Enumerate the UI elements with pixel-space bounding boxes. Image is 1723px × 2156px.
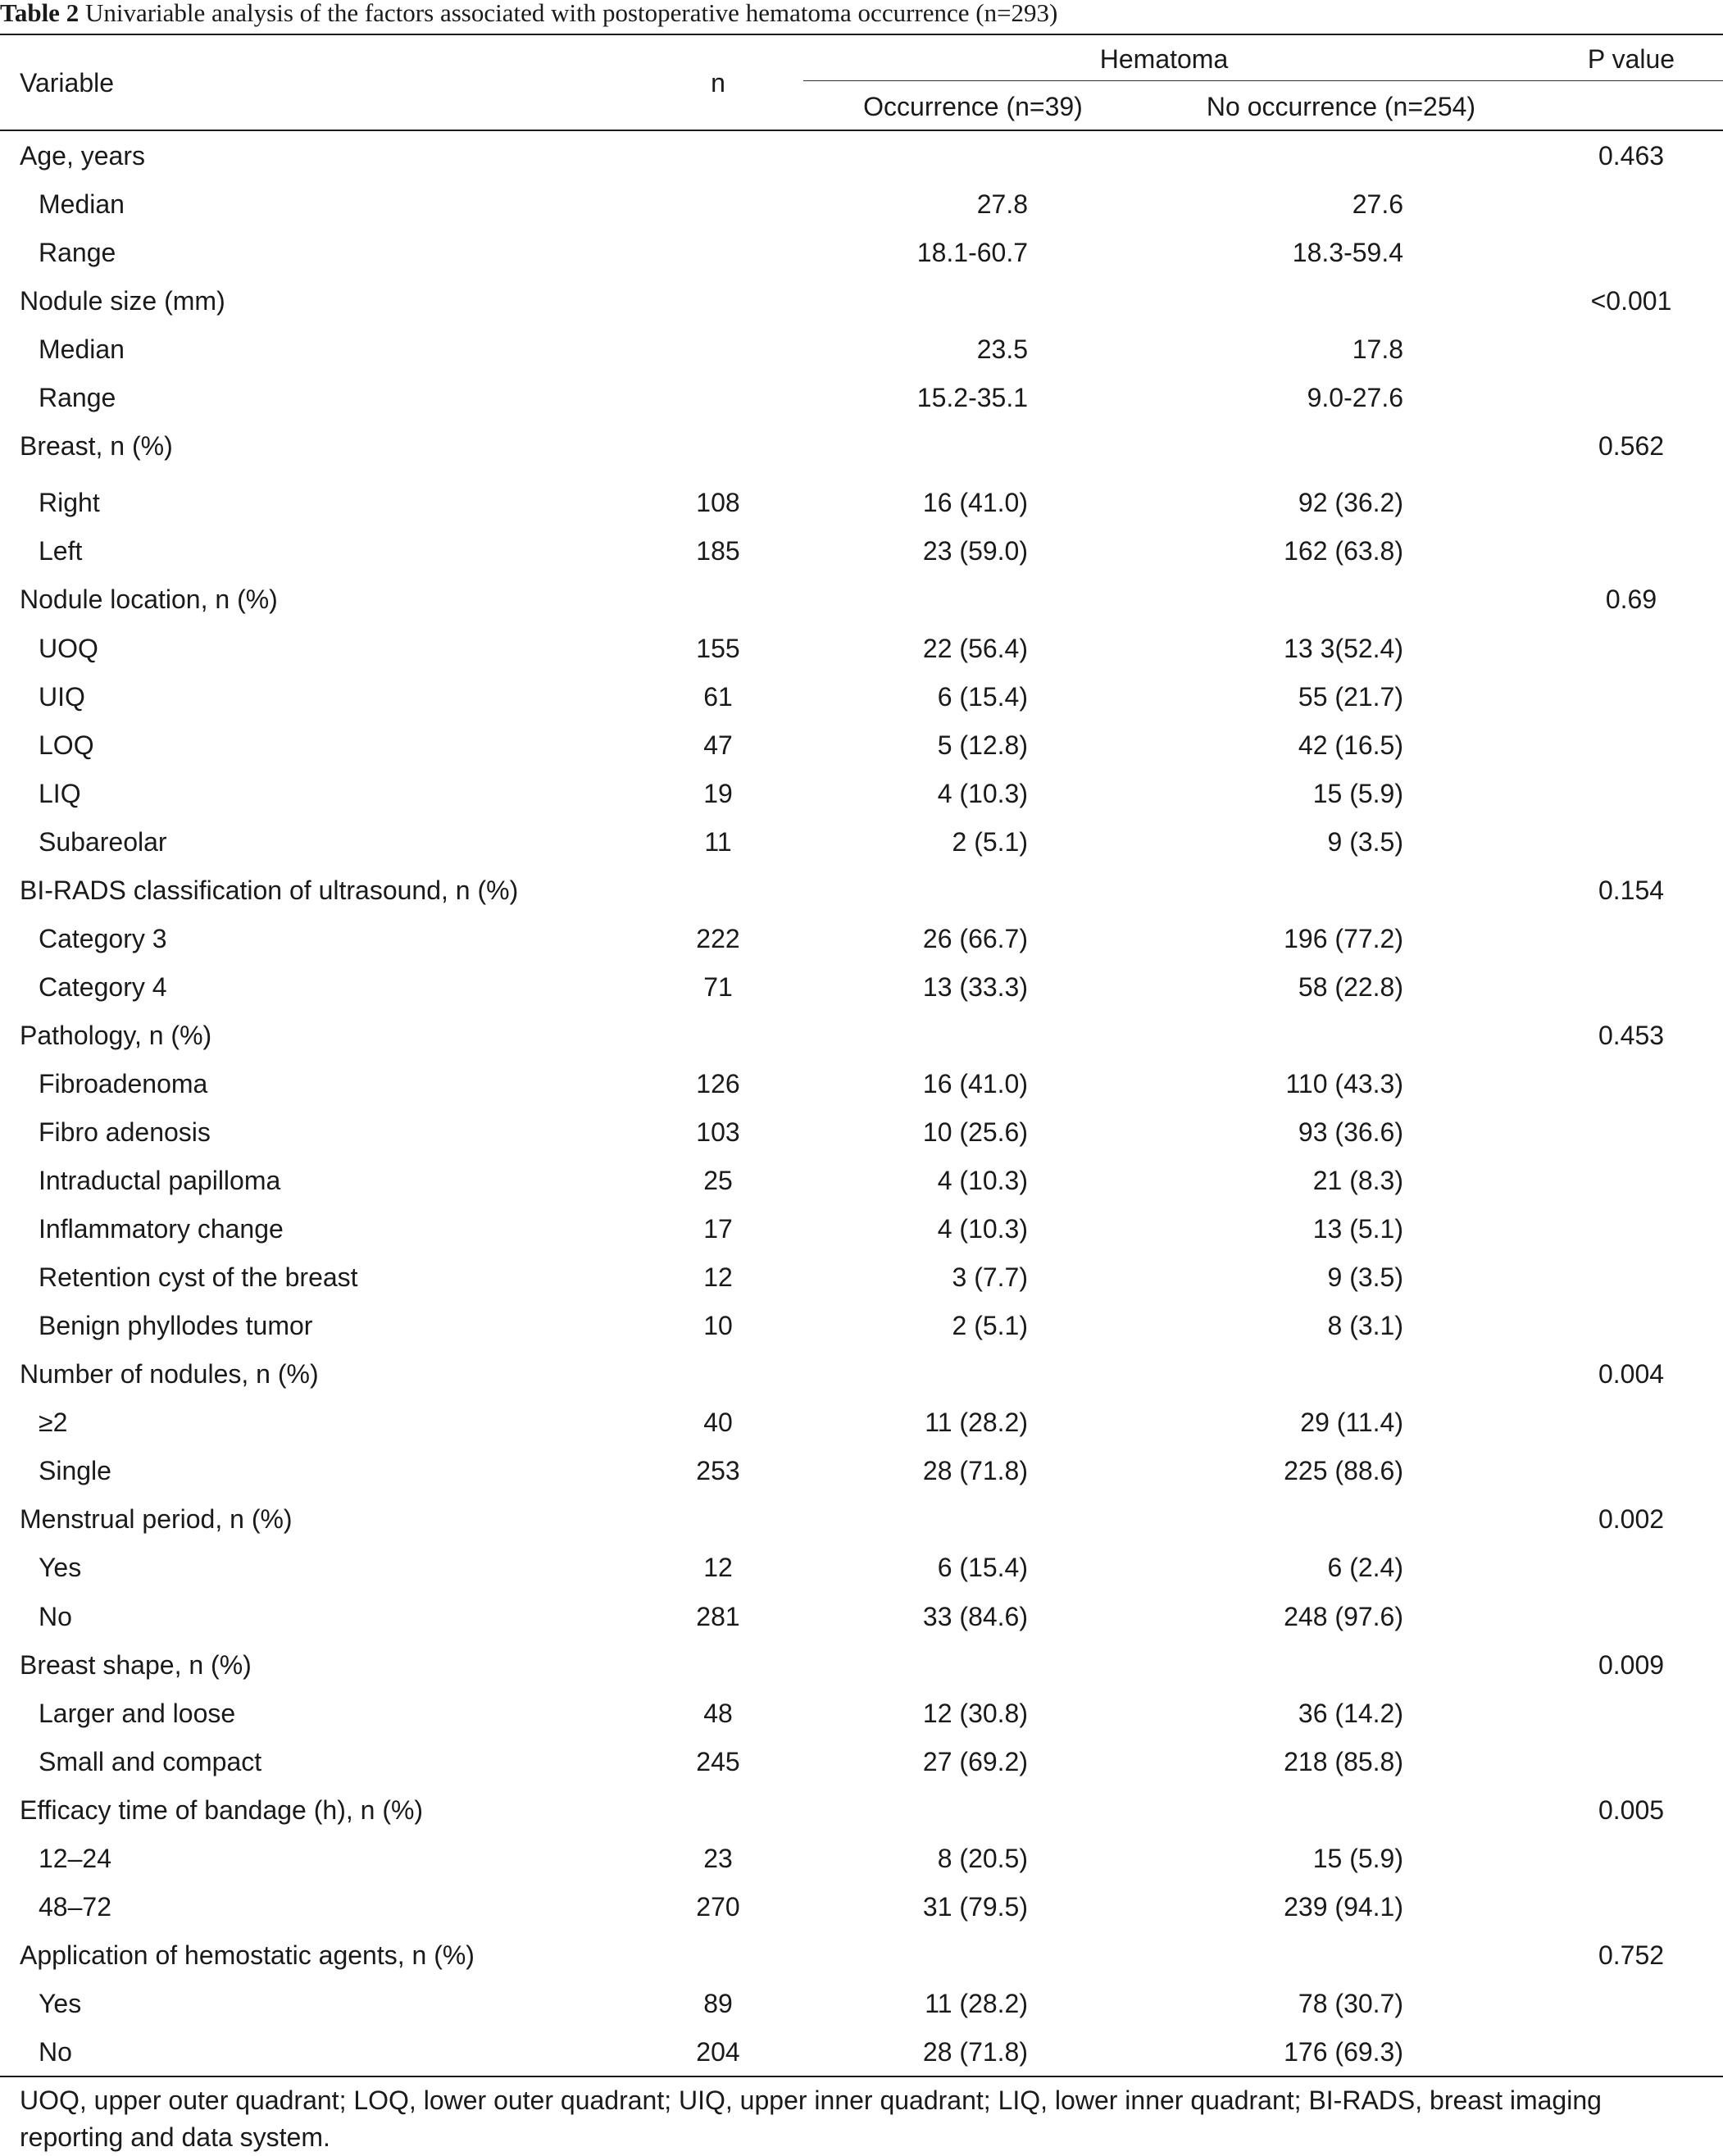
- cell-n: 12: [703, 1553, 733, 1582]
- cell-variable: Median: [39, 334, 125, 364]
- cell-p-value: [1549, 1309, 1713, 1342]
- cell-variable: Range: [39, 383, 116, 412]
- cell-n: [636, 236, 800, 269]
- cell-occurrence: 33 (84.6): [922, 1602, 1028, 1631]
- cell-p-value: [1549, 922, 1713, 955]
- cell-n: [636, 1358, 800, 1390]
- cell-occurrence: 10 (25.6): [922, 1117, 1028, 1147]
- cell-no-occurrence: 162 (63.8): [1284, 536, 1403, 566]
- cell-no-occurrence: 9.0-27.6: [1307, 383, 1403, 412]
- header-group-rule: [803, 80, 1723, 81]
- cell-p-value: 0.463: [1598, 141, 1665, 171]
- cell-variable: Right: [39, 488, 100, 517]
- cell-p-value: 0.004: [1598, 1359, 1665, 1389]
- cell-p-value: [1549, 729, 1713, 762]
- header-occurrence: Occurrence (n=39): [863, 92, 1083, 121]
- cell-n: 48: [703, 1699, 733, 1728]
- cell-n: 17: [703, 1214, 733, 1244]
- cell-occurrence: 16 (41.0): [922, 1069, 1028, 1098]
- cell-variable: Subareolar: [39, 827, 167, 857]
- cell-p-value: [1549, 1261, 1713, 1294]
- cell-occurrence: 6 (15.4): [937, 682, 1028, 712]
- cell-variable: Fibroadenoma: [39, 1069, 208, 1098]
- cell-p-value: [1549, 1987, 1713, 2020]
- cell-p-value: [1549, 826, 1713, 858]
- cell-p-value: [1549, 680, 1713, 713]
- cell-no-occurrence: [1148, 874, 1403, 907]
- cell-occurrence: 6 (15.4): [937, 1553, 1028, 1582]
- cell-n: 222: [696, 924, 740, 953]
- header-no-occurrence: No occurrence (n=254): [1206, 92, 1476, 121]
- cell-no-occurrence: 239 (94.1): [1284, 1892, 1403, 1922]
- cell-p-value: [1549, 381, 1713, 414]
- cell-no-occurrence: [1148, 1019, 1403, 1052]
- table-bottom-rule: [0, 2076, 1723, 2077]
- cell-no-occurrence: 248 (97.6): [1284, 1602, 1403, 1631]
- cell-occurrence: [820, 583, 1028, 616]
- cell-p-value: 0.562: [1598, 431, 1665, 461]
- cell-p-value: [1549, 777, 1713, 810]
- cell-variable: Efficacy time of bandage (h), n (%): [20, 1795, 424, 1825]
- cell-variable: Breast, n (%): [20, 431, 173, 461]
- cell-n: 12: [703, 1262, 733, 1292]
- cell-no-occurrence: 9 (3.5): [1327, 827, 1403, 857]
- cell-occurrence: 4 (10.3): [937, 1214, 1028, 1244]
- header-variable: Variable: [20, 68, 115, 98]
- cell-no-occurrence: [1148, 1939, 1403, 1972]
- cell-occurrence: [820, 139, 1028, 172]
- cell-variable: Inflammatory change: [39, 1214, 284, 1244]
- table-caption-text: Univariable analysis of the factors associated with postoperative hematoma occurrence (n=293): [84, 0, 1058, 27]
- cell-n: 185: [696, 536, 740, 566]
- cell-occurrence: [820, 874, 1028, 907]
- cell-occurrence: 8 (20.5): [937, 1844, 1028, 1873]
- cell-p-value: 0.154: [1598, 876, 1665, 905]
- cell-p-value: 0.009: [1598, 1650, 1665, 1680]
- cell-n: 23: [703, 1844, 733, 1873]
- cell-no-occurrence: 21 (8.3): [1312, 1166, 1403, 1195]
- cell-no-occurrence: 27.6: [1352, 189, 1403, 219]
- cell-variable: Intraductal papilloma: [39, 1166, 281, 1195]
- cell-p-value: [1549, 1745, 1713, 1778]
- table-caption-label: Table 2: [0, 0, 80, 27]
- cell-variable: LOQ: [39, 730, 94, 760]
- cell-n: [636, 1503, 800, 1535]
- cell-variable: Age, years: [20, 141, 145, 171]
- cell-no-occurrence: 78 (30.7): [1298, 1989, 1403, 2018]
- cell-n: [636, 333, 800, 366]
- cell-occurrence: 2 (5.1): [952, 827, 1028, 857]
- cell-variable: No: [39, 1602, 72, 1631]
- cell-occurrence: [820, 284, 1028, 317]
- cell-p-value: [1549, 1551, 1713, 1584]
- cell-occurrence: 3 (7.7): [952, 1262, 1028, 1292]
- cell-n: 126: [696, 1069, 740, 1098]
- cell-occurrence: 23.5: [976, 334, 1028, 364]
- cell-no-occurrence: [1148, 1649, 1403, 1681]
- cell-variable: Larger and loose: [39, 1699, 236, 1728]
- table-top-rule: [0, 34, 1723, 35]
- header-p-value: P value: [1587, 44, 1675, 74]
- cell-occurrence: 15.2-35.1: [916, 383, 1028, 412]
- cell-no-occurrence: 29 (11.4): [1300, 1408, 1403, 1437]
- cell-n: 61: [703, 682, 733, 712]
- cell-n: 155: [696, 634, 740, 663]
- cell-p-value: [1549, 1164, 1713, 1197]
- cell-variable: Retention cyst of the breast: [39, 1262, 358, 1292]
- cell-occurrence: 18.1-60.7: [916, 238, 1028, 267]
- cell-p-value: [1549, 1406, 1713, 1439]
- cell-variable: BI-RADS classification of ultrasound, n (%): [20, 876, 519, 905]
- cell-variable: Category 4: [39, 972, 167, 1002]
- cell-occurrence: 2 (5.1): [952, 1311, 1028, 1340]
- cell-variable: Number of nodules, n (%): [20, 1359, 319, 1389]
- cell-no-occurrence: 225 (88.6): [1284, 1456, 1403, 1485]
- cell-occurrence: 11 (28.2): [925, 1989, 1028, 2018]
- cell-n: [636, 583, 800, 616]
- cell-variable: Left: [39, 536, 83, 566]
- cell-p-value: 0.005: [1598, 1795, 1665, 1825]
- header-hematoma-group: Hematoma: [1099, 44, 1229, 74]
- cell-variable: Median: [39, 189, 125, 219]
- cell-no-occurrence: 42 (16.5): [1298, 730, 1403, 760]
- cell-no-occurrence: 15 (5.9): [1312, 1844, 1403, 1873]
- cell-occurrence: 28 (71.8): [922, 1456, 1028, 1485]
- cell-variable: Yes: [39, 1553, 82, 1582]
- cell-no-occurrence: 6 (2.4): [1327, 1553, 1403, 1582]
- cell-occurrence: 26 (66.7): [922, 924, 1028, 953]
- cell-n: 253: [696, 1456, 740, 1485]
- cell-p-value: [1549, 1890, 1713, 1923]
- cell-variable: Category 3: [39, 924, 167, 953]
- cell-p-value: [1549, 1067, 1713, 1100]
- cell-n: [636, 381, 800, 414]
- cell-no-occurrence: 92 (36.2): [1298, 488, 1403, 517]
- cell-no-occurrence: 218 (85.8): [1284, 1747, 1403, 1776]
- cell-n: 47: [703, 730, 733, 760]
- cell-n: [636, 188, 800, 221]
- cell-p-value: [1549, 1842, 1713, 1875]
- cell-p-value: 0.752: [1598, 1940, 1665, 1970]
- table-footnote: UOQ, upper outer quadrant; LOQ, lower outer quadrant; UIQ, upper inner quadrant; LIQ, lower inner quadrant; BI-RADS, breast imaging reporting and data system.: [20, 2085, 1602, 2152]
- cell-p-value: <0.001: [1590, 286, 1672, 316]
- cell-occurrence: 11 (28.2): [925, 1408, 1028, 1437]
- cell-p-value: [1549, 971, 1713, 1003]
- cell-p-value: [1549, 188, 1713, 221]
- cell-no-occurrence: 18.3-59.4: [1292, 238, 1403, 267]
- cell-variable: UOQ: [39, 634, 98, 663]
- cell-n: 204: [696, 2037, 740, 2067]
- cell-no-occurrence: 13 3(52.4): [1284, 634, 1403, 663]
- cell-no-occurrence: [1148, 583, 1403, 616]
- cell-variable: Small and compact: [39, 1747, 262, 1776]
- cell-n: 40: [703, 1408, 733, 1437]
- cell-variable: No: [39, 2037, 72, 2067]
- cell-p-value: [1549, 1212, 1713, 1245]
- table-caption: [0, 0, 1057, 30]
- cell-p-value: [1549, 1454, 1713, 1487]
- cell-p-value: [1549, 2035, 1713, 2068]
- cell-no-occurrence: [1148, 1794, 1403, 1826]
- cell-no-occurrence: [1148, 139, 1403, 172]
- cell-no-occurrence: [1148, 1503, 1403, 1535]
- cell-occurrence: [820, 1358, 1028, 1390]
- cell-no-occurrence: 196 (77.2): [1284, 924, 1403, 953]
- cell-occurrence: 27.8: [976, 189, 1028, 219]
- cell-variable: LIQ: [39, 779, 81, 808]
- cell-no-occurrence: [1148, 284, 1403, 317]
- cell-variable: ≥2: [39, 1408, 68, 1437]
- cell-occurrence: 31 (79.5): [922, 1892, 1028, 1922]
- cell-p-value: [1549, 632, 1713, 665]
- cell-occurrence: 22 (56.4): [922, 634, 1028, 663]
- cell-n: [636, 1939, 800, 1972]
- cell-variable: Application of hemostatic agents, n (%): [20, 1940, 475, 1970]
- cell-variable: Nodule location, n (%): [20, 584, 278, 614]
- cell-no-occurrence: [1148, 430, 1403, 462]
- cell-no-occurrence: [1148, 1358, 1403, 1390]
- cell-occurrence: 12 (30.8): [922, 1699, 1028, 1728]
- cell-p-value: [1549, 236, 1713, 269]
- cell-n: 270: [696, 1892, 740, 1922]
- cell-n: 19: [703, 779, 733, 808]
- cell-variable: Nodule size (mm): [20, 286, 225, 316]
- cell-occurrence: [820, 1503, 1028, 1535]
- cell-no-occurrence: 110 (43.3): [1285, 1069, 1403, 1098]
- cell-variable: UIQ: [39, 682, 85, 712]
- cell-n: [636, 139, 800, 172]
- cell-n: [636, 874, 800, 907]
- cell-no-occurrence: 93 (36.6): [1298, 1117, 1403, 1147]
- cell-p-value: [1549, 1116, 1713, 1149]
- cell-variable: Benign phyllodes tumor: [39, 1311, 313, 1340]
- cell-n: 11: [704, 827, 732, 857]
- cell-p-value: 0.69: [1605, 584, 1657, 614]
- cell-variable: Pathology, n (%): [20, 1021, 212, 1050]
- cell-no-occurrence: 55 (21.7): [1298, 682, 1403, 712]
- cell-occurrence: 13 (33.3): [922, 972, 1028, 1002]
- cell-occurrence: [820, 1649, 1028, 1681]
- header-bottom-rule: [0, 130, 1723, 131]
- cell-no-occurrence: 176 (69.3): [1284, 2037, 1403, 2067]
- cell-occurrence: 28 (71.8): [922, 2037, 1028, 2067]
- cell-n: 10: [703, 1311, 733, 1340]
- cell-variable: Breast shape, n (%): [20, 1650, 252, 1680]
- cell-p-value: 0.002: [1598, 1504, 1665, 1534]
- cell-no-occurrence: 13 (5.1): [1312, 1214, 1403, 1244]
- cell-n: 245: [696, 1747, 740, 1776]
- cell-n: 281: [696, 1602, 740, 1631]
- cell-occurrence: [820, 1939, 1028, 1972]
- cell-n: [636, 1794, 800, 1826]
- cell-occurrence: 16 (41.0): [922, 488, 1028, 517]
- cell-p-value: [1549, 1697, 1713, 1730]
- cell-n: 108: [696, 488, 740, 517]
- cell-no-occurrence: 9 (3.5): [1327, 1262, 1403, 1292]
- cell-n: 89: [703, 1989, 733, 2018]
- cell-no-occurrence: 58 (22.8): [1298, 972, 1403, 1002]
- cell-occurrence: 23 (59.0): [922, 536, 1028, 566]
- cell-occurrence: 27 (69.2): [922, 1747, 1028, 1776]
- cell-p-value: 0.453: [1598, 1021, 1665, 1050]
- cell-no-occurrence: 8 (3.1): [1327, 1311, 1403, 1340]
- cell-variable: 12–24: [39, 1844, 111, 1873]
- cell-no-occurrence: 17.8: [1352, 334, 1403, 364]
- cell-occurrence: [820, 1019, 1028, 1052]
- cell-n: [636, 1649, 800, 1681]
- cell-occurrence: 4 (10.3): [937, 779, 1028, 808]
- cell-n: 71: [703, 972, 733, 1002]
- cell-p-value: [1549, 1600, 1713, 1633]
- header-n: n: [711, 68, 725, 98]
- cell-variable: Menstrual period, n (%): [20, 1504, 293, 1534]
- cell-occurrence: 5 (12.8): [937, 730, 1028, 760]
- cell-no-occurrence: 36 (14.2): [1298, 1699, 1403, 1728]
- cell-occurrence: [820, 1794, 1028, 1826]
- cell-p-value: [1549, 333, 1713, 366]
- cell-occurrence: 4 (10.3): [937, 1166, 1028, 1195]
- cell-n: 25: [703, 1166, 733, 1195]
- cell-n: [636, 1019, 800, 1052]
- cell-variable: Single: [39, 1456, 111, 1485]
- cell-p-value: [1549, 486, 1713, 519]
- cell-no-occurrence: 15 (5.9): [1312, 779, 1403, 808]
- cell-p-value: [1549, 534, 1713, 567]
- cell-n: [636, 430, 800, 462]
- cell-variable: Yes: [39, 1989, 82, 2018]
- cell-n: 103: [696, 1117, 740, 1147]
- cell-variable: Range: [39, 238, 116, 267]
- cell-variable: 48–72: [39, 1892, 111, 1922]
- cell-variable: Fibro adenosis: [39, 1117, 211, 1147]
- cell-n: [636, 284, 800, 317]
- cell-occurrence: [820, 430, 1028, 462]
